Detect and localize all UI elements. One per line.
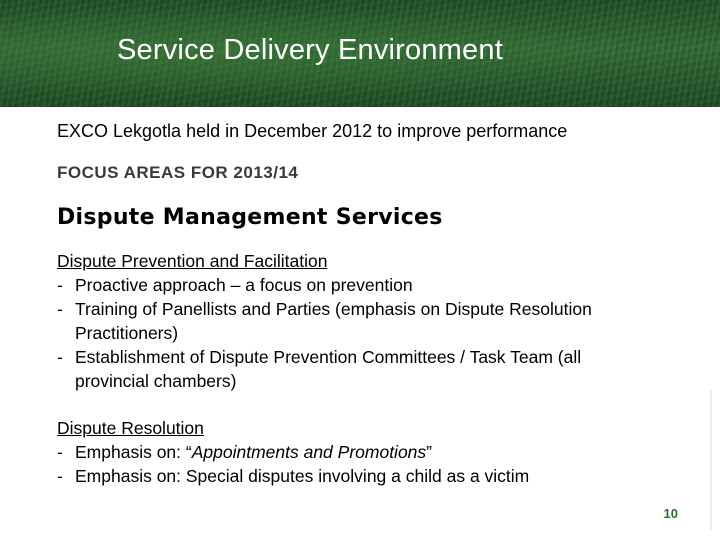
list-item-text <box>75 440 617 464</box>
focus-areas-heading: FOCUS AREAS FOR 2013/14 <box>57 163 299 182</box>
list-item-text: Emphasis on: Special disputes involving a child as a victim <box>75 466 530 486</box>
prevention-heading: Dispute Prevention and Facilitation <box>57 251 328 271</box>
emphasis-suffix: ” <box>426 442 432 462</box>
title-banner <box>0 0 720 107</box>
bullet-dash: - <box>57 275 63 295</box>
slide-title: Service Delivery Environment <box>117 34 503 66</box>
list-item-text: Establishment of Dispute Prevention Committees / Task Team (all provincial chambers) <box>75 347 582 391</box>
list-item-text: Training of Panellists and Parties (emphasis on Dispute Resolution Practitioners) <box>75 299 592 343</box>
list-item <box>57 345 617 393</box>
intro-text: EXCO Lekgotla held in December 2012 to improve performance <box>57 121 568 141</box>
bullet-dash: - <box>57 347 63 367</box>
page-number: 10 <box>663 506 678 521</box>
bullet-dash: - <box>57 466 63 486</box>
list-item <box>57 273 617 297</box>
list-item <box>57 297 617 345</box>
list-item <box>57 440 617 464</box>
prevention-block <box>57 249 617 393</box>
list-item-text: Proactive approach – a focus on prevention <box>75 275 413 295</box>
resolution-heading: Dispute Resolution <box>57 418 204 438</box>
bullet-dash: - <box>57 299 63 319</box>
emphasis-italic: Appointments and Promotions <box>191 442 427 462</box>
section-title: Dispute Management Services <box>57 205 443 230</box>
emphasis-prefix: Emphasis on: “ <box>75 442 192 462</box>
bullet-dash: - <box>57 442 63 462</box>
decorative-divider <box>710 390 712 530</box>
resolution-block <box>57 416 617 488</box>
list-item <box>57 464 617 488</box>
